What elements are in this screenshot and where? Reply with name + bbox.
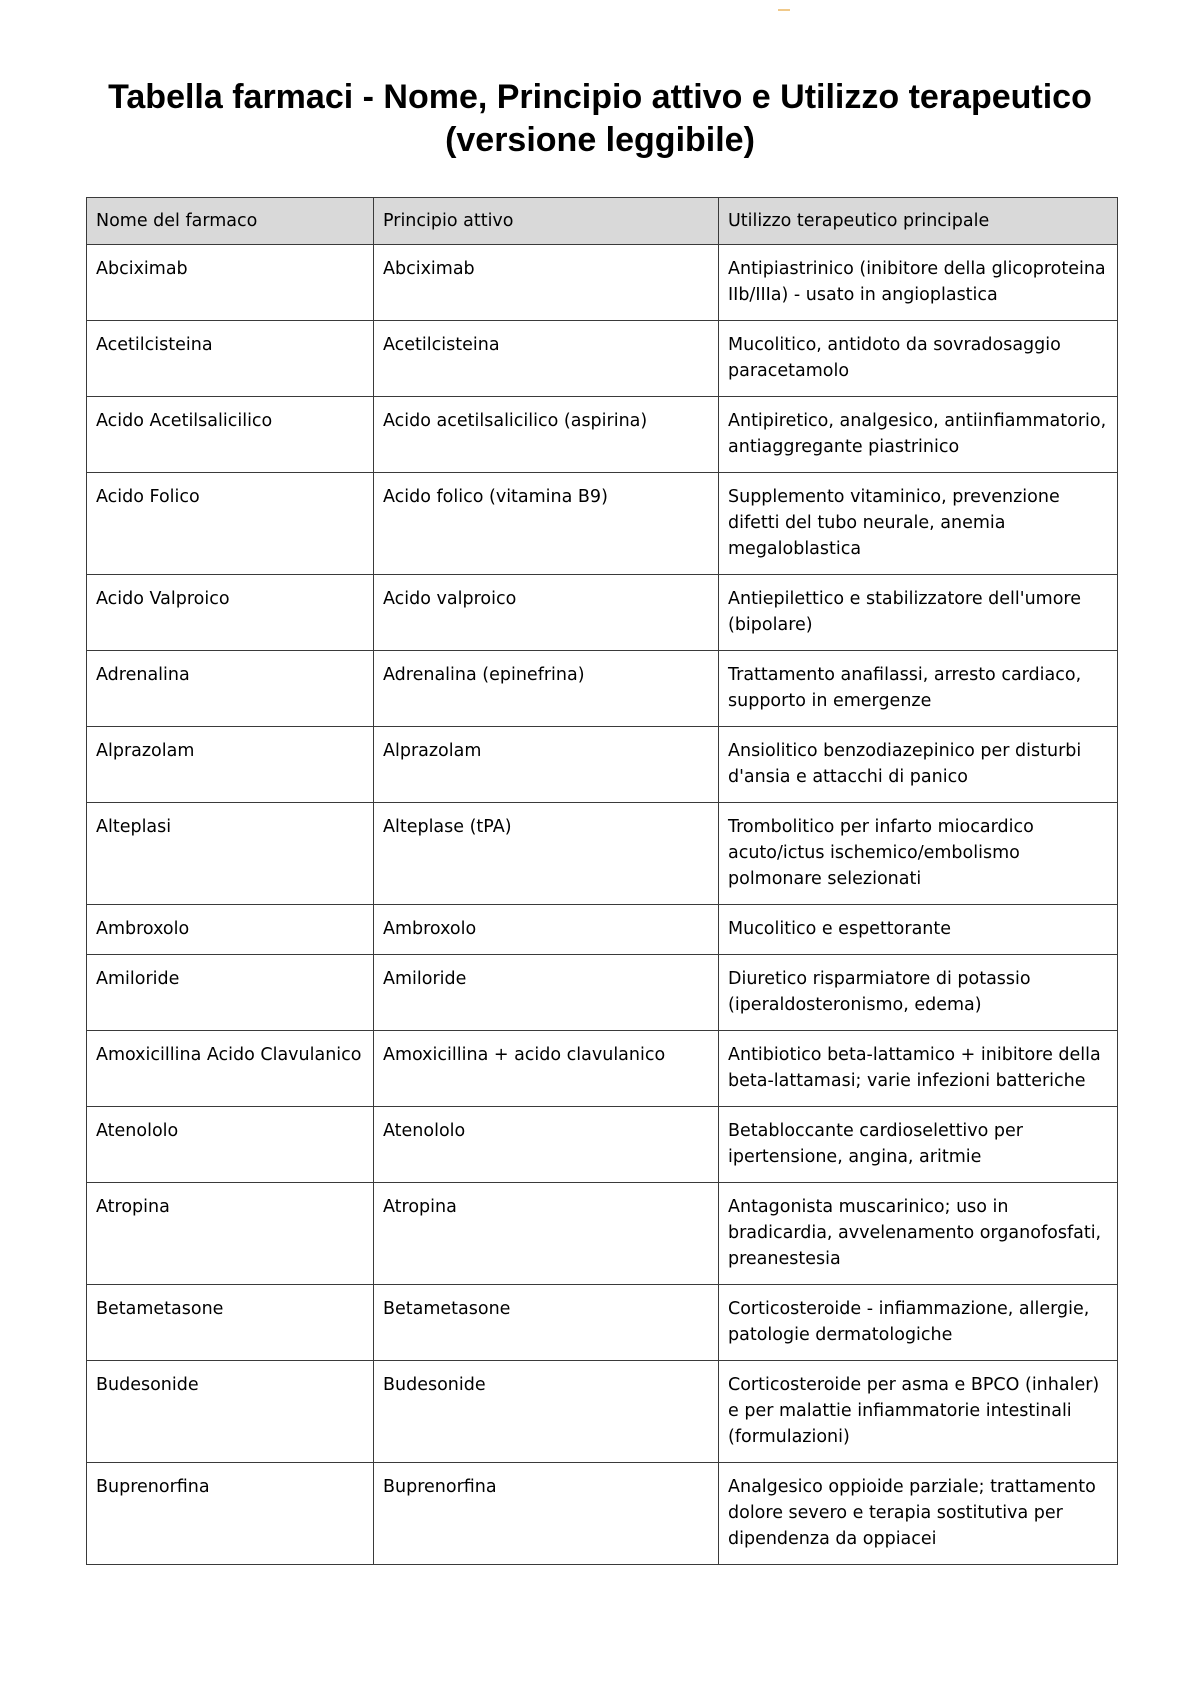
cell-therapeutic-use: Analgesico oppioide parziale; trattamento dolore severo e terapia sostitutiva per dipendenza da oppiacei <box>719 1463 1118 1565</box>
table-row <box>87 1107 1118 1183</box>
document-title <box>60 76 1140 162</box>
cell-drug-name: Alprazolam <box>87 727 374 803</box>
table-row <box>87 245 1118 321</box>
cell-therapeutic-use: Diuretico risparmiatore di potassio (iperaldosteronismo, edema) <box>719 955 1118 1031</box>
cell-therapeutic-use: Betabloccante cardioselettivo per ipertensione, angina, aritmie <box>719 1107 1118 1183</box>
cell-active-ingredient: Buprenorfina <box>374 1463 719 1565</box>
cell-active-ingredient: Atenololo <box>374 1107 719 1183</box>
cell-active-ingredient: Acido acetilsalicilico (aspirina) <box>374 397 719 473</box>
cell-therapeutic-use: Trombolitico per infarto miocardico acuto/ictus ischemico/embolismo polmonare selezionati <box>719 803 1118 905</box>
cell-drug-name: Acido Valproico <box>87 575 374 651</box>
cell-active-ingredient: Acetilcisteina <box>374 321 719 397</box>
cell-drug-name: Atenololo <box>87 1107 374 1183</box>
table-row <box>87 397 1118 473</box>
table-row <box>87 955 1118 1031</box>
cell-drug-name: Ambroxolo <box>87 905 374 955</box>
cell-therapeutic-use: Corticosteroide - infiammazione, allergie, patologie dermatologiche <box>719 1285 1118 1361</box>
cell-active-ingredient: Ambroxolo <box>374 905 719 955</box>
table-row <box>87 803 1118 905</box>
header-active-ingredient: Principio attivo <box>374 198 719 245</box>
header-drug-name: Nome del farmaco <box>87 198 374 245</box>
cell-therapeutic-use: Supplemento vitaminico, prevenzione difetti del tubo neurale, anemia megaloblastica <box>719 473 1118 575</box>
cell-active-ingredient: Budesonide <box>374 1361 719 1463</box>
cell-drug-name: Buprenorfina <box>87 1463 374 1565</box>
cell-active-ingredient: Acido valproico <box>374 575 719 651</box>
cell-therapeutic-use: Antiepilettico e stabilizzatore dell'umore (bipolare) <box>719 575 1118 651</box>
cell-drug-name: Atropina <box>87 1183 374 1285</box>
document-title-line-2: (versione leggibile) <box>445 121 755 159</box>
cell-active-ingredient: Amoxicillina + acido clavulanico <box>374 1031 719 1107</box>
table-row <box>87 575 1118 651</box>
cell-drug-name: Acido Acetilsalicilico <box>87 397 374 473</box>
cell-active-ingredient: Abciximab <box>374 245 719 321</box>
table-row <box>87 651 1118 727</box>
table-row <box>87 1361 1118 1463</box>
cell-drug-name: Betametasone <box>87 1285 374 1361</box>
cell-therapeutic-use: Antipiretico, analgesico, antiinfiammatorio, antiaggregante piastrinico <box>719 397 1118 473</box>
cell-therapeutic-use: Mucolitico, antidoto da sovradosaggio paracetamolo <box>719 321 1118 397</box>
cell-therapeutic-use: Mucolitico e espettorante <box>719 905 1118 955</box>
cell-active-ingredient: Betametasone <box>374 1285 719 1361</box>
cell-drug-name: Adrenalina <box>87 651 374 727</box>
cell-active-ingredient: Acido folico (vitamina B9) <box>374 473 719 575</box>
cell-therapeutic-use: Antagonista muscarinico; uso in bradicardia, avvelenamento organofosfati, preanestesia <box>719 1183 1118 1285</box>
cell-drug-name: Acido Folico <box>87 473 374 575</box>
cell-active-ingredient: Atropina <box>374 1183 719 1285</box>
cell-drug-name: Amoxicillina Acido Clavulanico <box>87 1031 374 1107</box>
table-row <box>87 1183 1118 1285</box>
table-row <box>87 905 1118 955</box>
table-row <box>87 727 1118 803</box>
cell-active-ingredient: Alteplase (tPA) <box>374 803 719 905</box>
cell-drug-name: Budesonide <box>87 1361 374 1463</box>
cell-drug-name: Alteplasi <box>87 803 374 905</box>
table-row <box>87 1285 1118 1361</box>
page-top-mark <box>778 9 790 11</box>
cell-active-ingredient: Alprazolam <box>374 727 719 803</box>
document-title-line-1: Tabella farmaci - Nome, Principio attivo e Utilizzo terapeutico <box>108 78 1092 116</box>
cell-therapeutic-use: Trattamento anafilassi, arresto cardiaco, supporto in emergenze <box>719 651 1118 727</box>
cell-active-ingredient: Adrenalina (epinefrina) <box>374 651 719 727</box>
cell-drug-name: Abciximab <box>87 245 374 321</box>
cell-drug-name: Amiloride <box>87 955 374 1031</box>
cell-active-ingredient: Amiloride <box>374 955 719 1031</box>
table-header-row <box>87 198 1118 245</box>
cell-therapeutic-use: Antibiotico beta-lattamico + inibitore della beta-lattamasi; varie infezioni batteriche <box>719 1031 1118 1107</box>
cell-drug-name: Acetilcisteina <box>87 321 374 397</box>
header-therapeutic-use: Utilizzo terapeutico principale <box>719 198 1118 245</box>
table-row <box>87 1031 1118 1107</box>
cell-therapeutic-use: Ansiolitico benzodiazepinico per disturbi d'ansia e attacchi di panico <box>719 727 1118 803</box>
table-row <box>87 473 1118 575</box>
cell-therapeutic-use: Antipiastrinico (inibitore della glicoproteina IIb/IIIa) - usato in angioplastica <box>719 245 1118 321</box>
table-row <box>87 1463 1118 1565</box>
table-row <box>87 321 1118 397</box>
cell-therapeutic-use: Corticosteroide per asma e BPCO (inhaler) e per malattie infiammatorie intestinali (formulazioni) <box>719 1361 1118 1463</box>
drug-table <box>86 197 1118 1565</box>
